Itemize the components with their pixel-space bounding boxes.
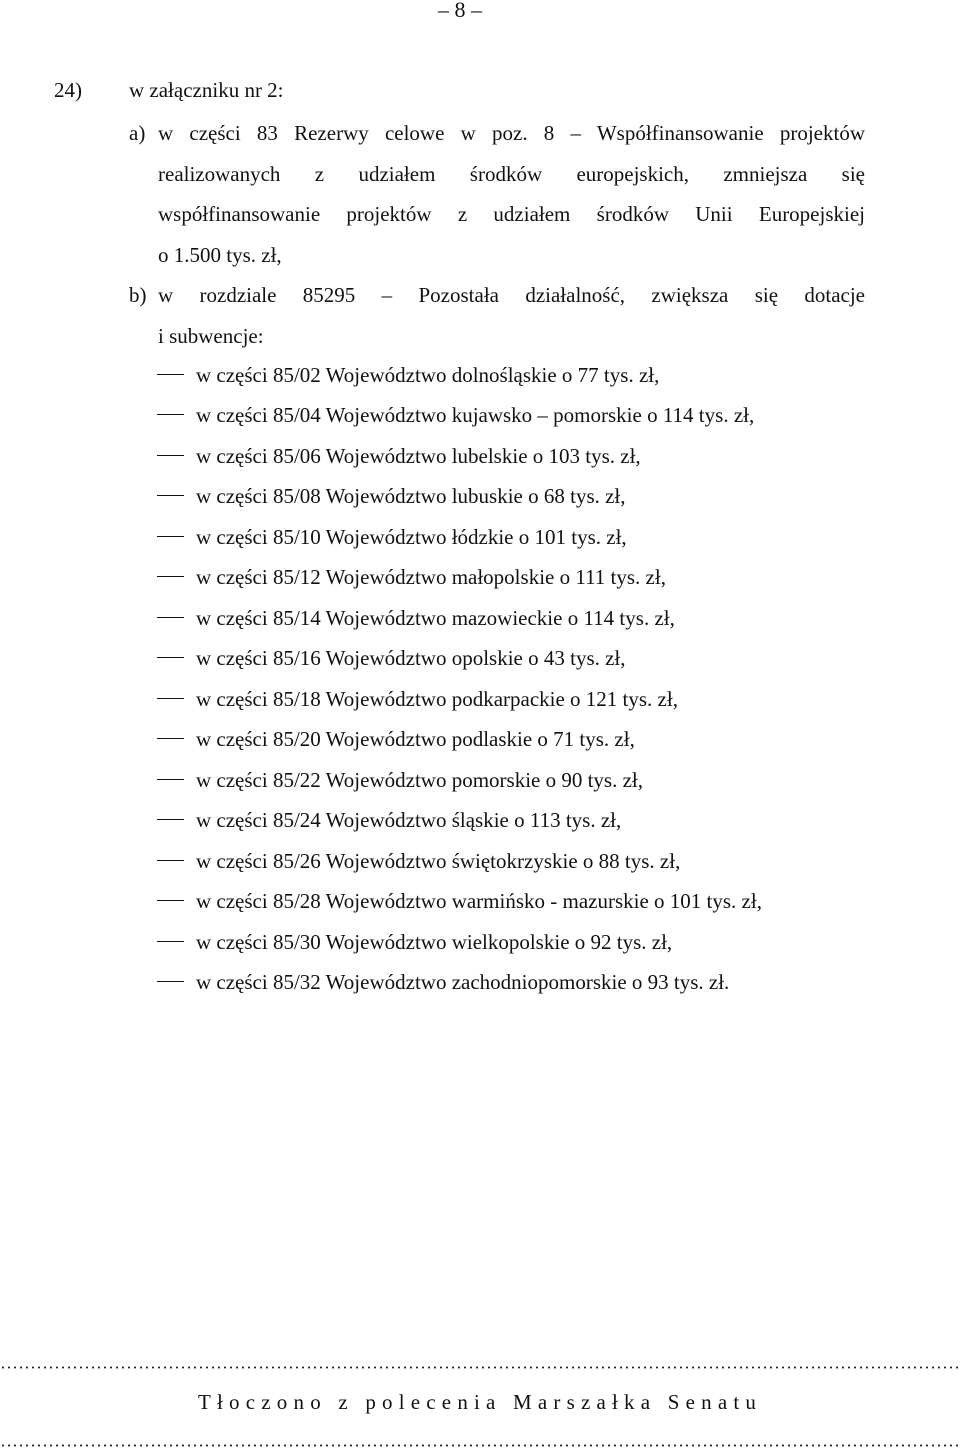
list-dash	[157, 617, 184, 618]
section-a-line: realizowanych z udziałem środków europejskich, zmniejsza się	[158, 161, 865, 186]
list-item: w części 85/10 Województwo łódzkie o 101 tys. zł,	[196, 525, 627, 549]
list-item: w części 85/12 Województwo małopolskie o 111 tys. zł,	[196, 565, 666, 589]
list-dash	[157, 455, 184, 456]
list-dash	[157, 738, 184, 739]
footer-dotted-rule-bottom	[0, 1444, 960, 1447]
list-dash	[157, 414, 184, 415]
list-item: w części 85/30 Województwo wielkopolskie o 92 tys. zł,	[196, 930, 673, 954]
list-dash	[157, 819, 184, 820]
list-dash	[157, 698, 184, 699]
list-item: w części 85/32 Województwo zachodniopomorskie o 93 tys. zł.	[196, 970, 730, 994]
list-dash	[157, 657, 184, 658]
list-dash	[157, 495, 184, 496]
list-item: w części 85/28 Województwo warmińsko - mazurskie o 101 tys. zł,	[196, 889, 762, 913]
list-item: w części 85/20 Województwo podlaskie o 71 tys. zł,	[196, 727, 635, 751]
list-item: w części 85/24 Województwo śląskie o 113 tys. zł,	[196, 808, 622, 832]
list-item: w części 85/18 Województwo podkarpackie o 121 tys. zł,	[196, 687, 678, 711]
section-a-label: a)	[129, 121, 146, 145]
section-b-text	[158, 275, 865, 356]
list-item: w części 85/02 Województwo dolnośląskie o 77 tys. zł,	[196, 363, 660, 387]
list-dash	[157, 860, 184, 861]
list-item: w części 85/26 Województwo świętokrzyskie o 88 tys. zł,	[196, 849, 681, 873]
list-dash	[157, 941, 184, 942]
list-dash	[157, 900, 184, 901]
list-item: w części 85/14 Województwo mazowieckie o 114 tys. zł,	[196, 606, 675, 630]
section-a-line: w części 83 Rezerwy celowe w poz. 8 – Współfinansowanie projektów	[158, 121, 865, 145]
list-item: w części 85/06 Województwo lubelskie o 103 tys. zł,	[196, 444, 641, 468]
list-dash	[157, 779, 184, 780]
item-number: 24)	[54, 78, 82, 102]
item-intro: w załączniku nr 2:	[129, 78, 284, 102]
list-item: w części 85/04 Województwo kujawsko – pomorskie o 114 tys. zł,	[196, 403, 755, 427]
footer-dotted-rule-top	[0, 1366, 960, 1369]
section-a-line: o 1.500 tys. zł,	[158, 242, 282, 267]
list-item: w części 85/16 Województwo opolskie o 43 tys. zł,	[196, 646, 626, 670]
section-b-label: b)	[129, 283, 147, 307]
page-number: – 8 –	[438, 0, 482, 22]
list-dash	[157, 536, 184, 537]
list-item: w części 85/22 Województwo pomorskie o 90 tys. zł,	[196, 768, 644, 792]
section-b-line: w rozdziale 85295 – Pozostała działalność, zwiększa się dotacje	[158, 283, 865, 307]
list-dash	[157, 576, 184, 577]
list-dash	[157, 374, 184, 375]
list-dash	[157, 981, 184, 982]
list-item: w części 85/08 Województwo lubuskie o 68 tys. zł,	[196, 484, 626, 508]
section-b-line: i subwencje:	[158, 323, 264, 348]
section-a-line: współfinansowanie projektów z udziałem środków Unii Europejskiej	[158, 202, 865, 226]
footer-imprint: Tłoczono z polecenia Marszałka Senatu	[198, 1390, 763, 1414]
section-a-text	[158, 113, 865, 275]
